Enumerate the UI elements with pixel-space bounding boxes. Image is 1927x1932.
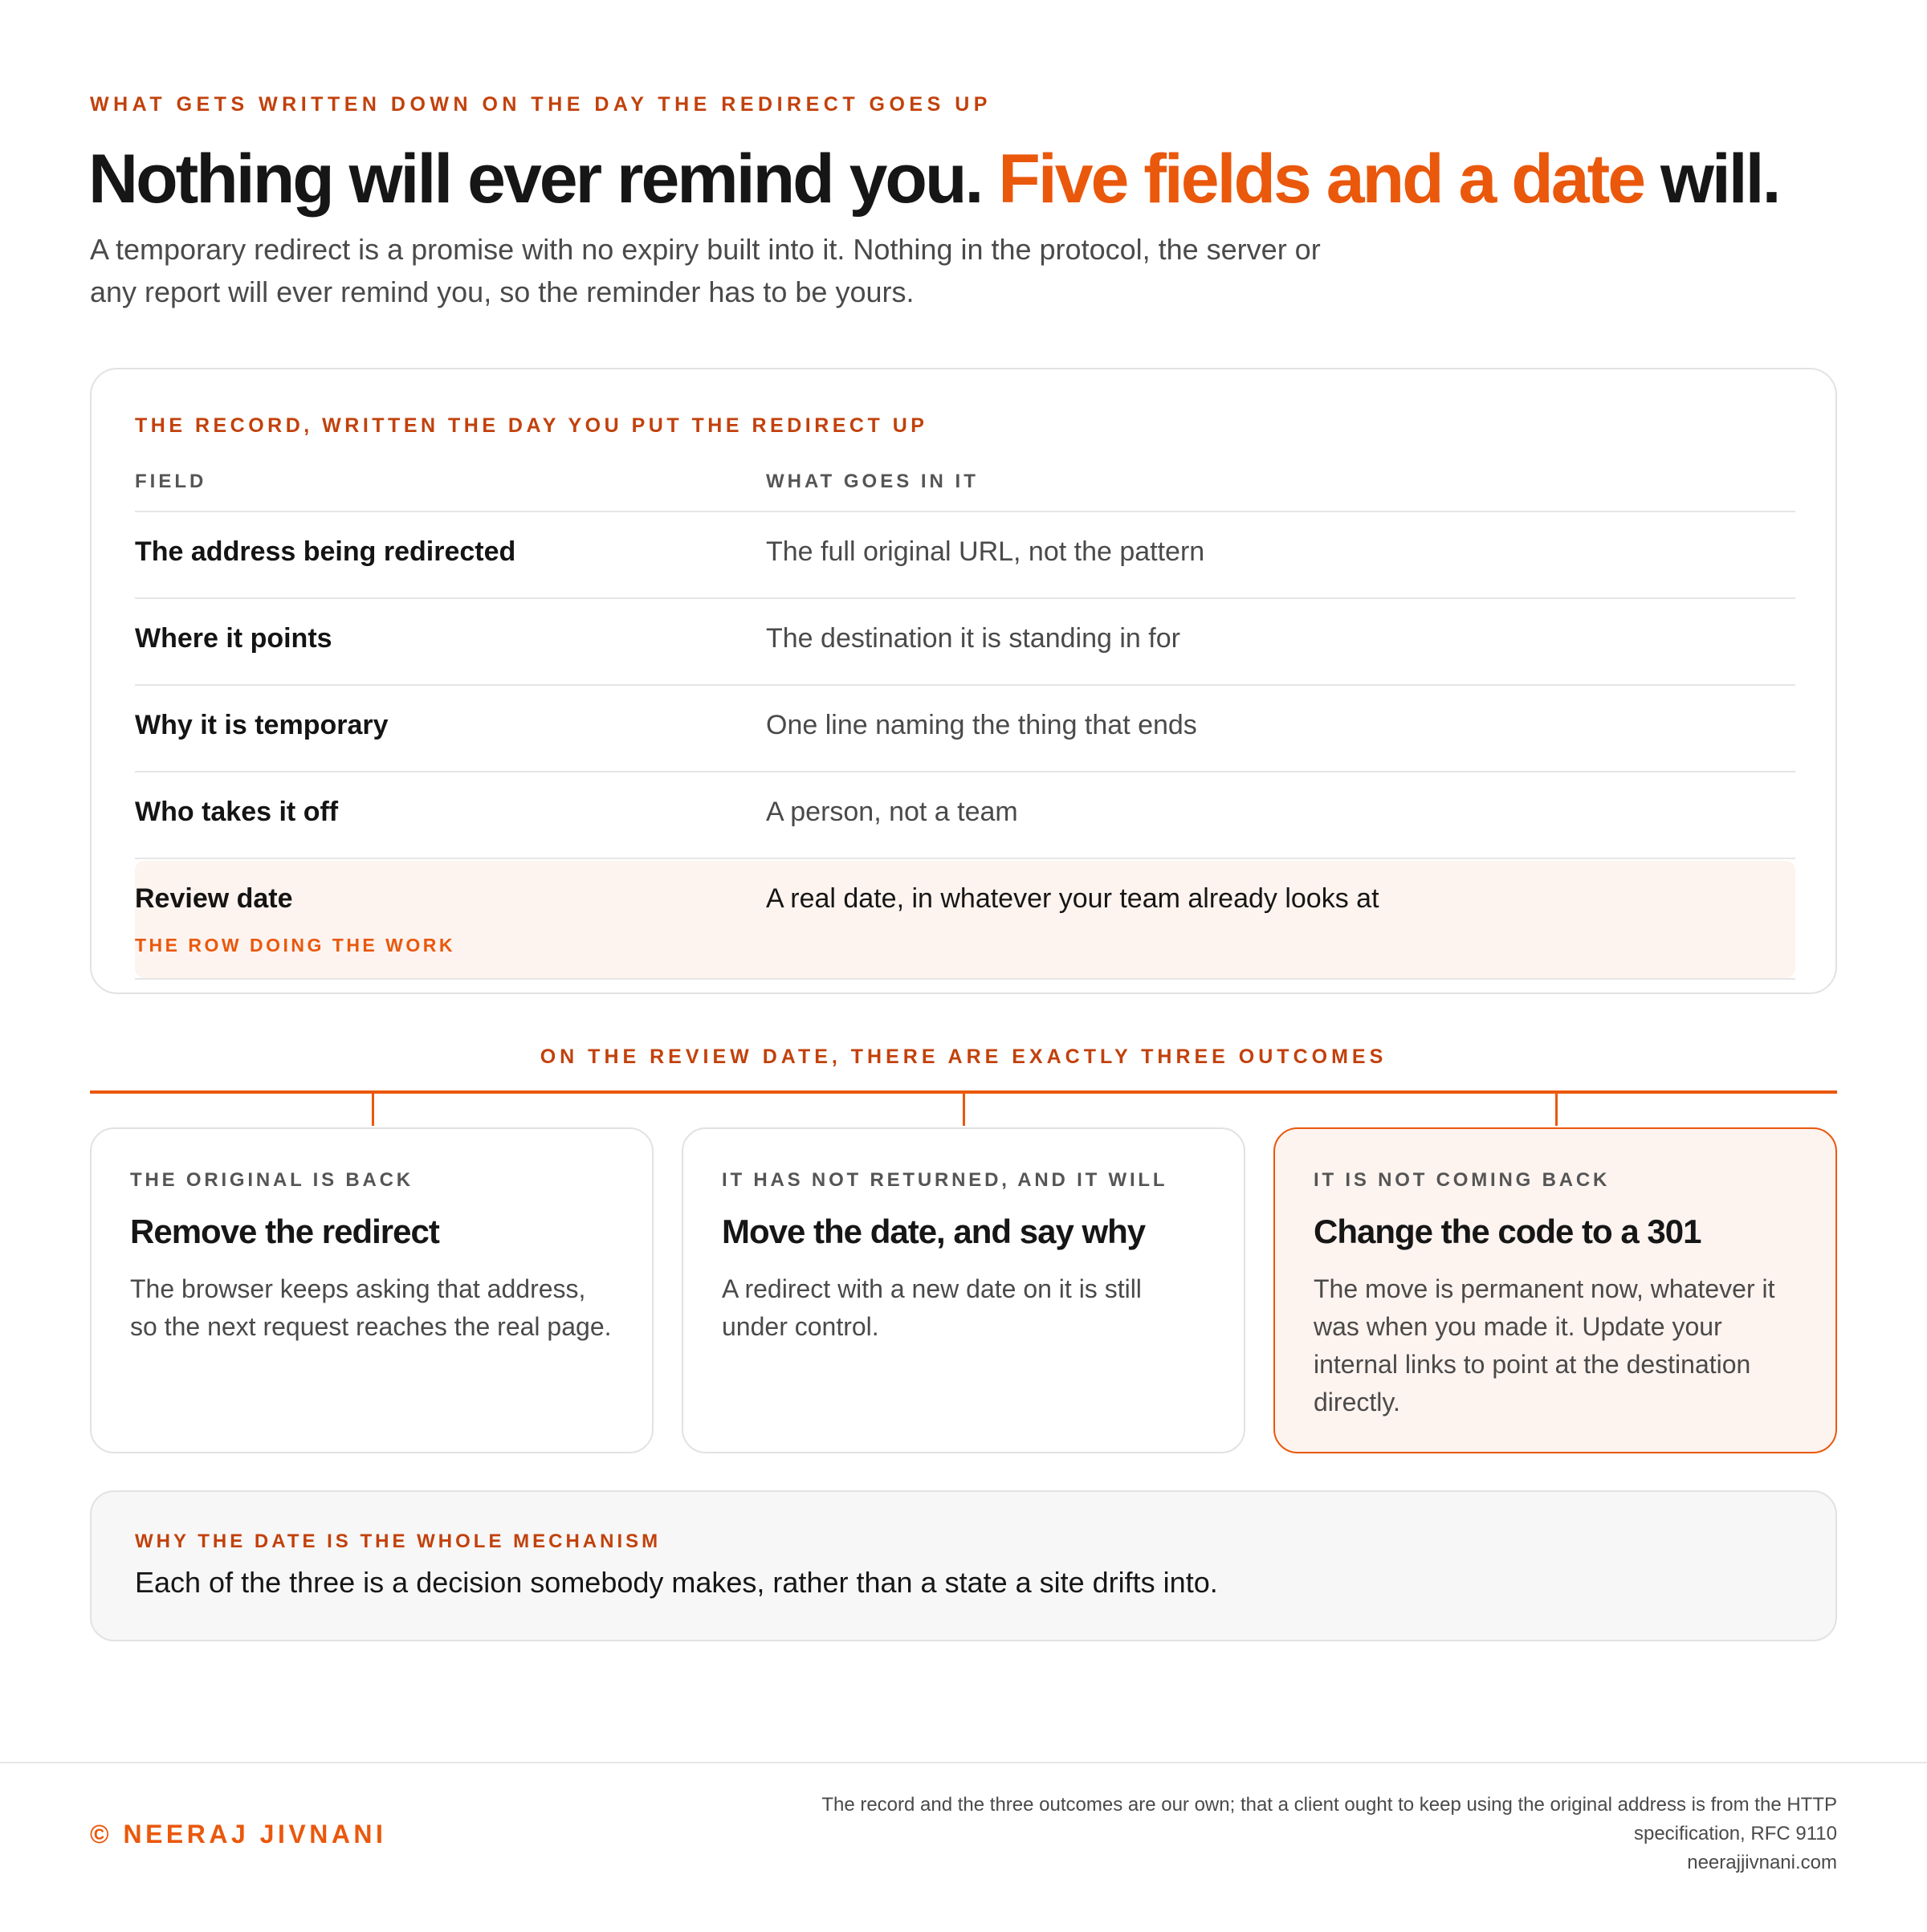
source-text: The record and the three outcomes are our own; that a client ought to keep using the original address is from the HTTP specification, RFC 9110 bbox=[821, 1794, 1837, 1844]
table-row bbox=[135, 511, 1795, 597]
row-note: THE ROW DOING THE WORK bbox=[135, 935, 455, 956]
headline-tail: will. bbox=[1644, 141, 1779, 218]
why-body: Each of the three is a decision somebody makes, rather than a state a site drifts into. bbox=[135, 1566, 1218, 1599]
row-value: The destination it is standing in for bbox=[766, 623, 1180, 654]
outcome-label: THE ORIGINAL IS BACK bbox=[130, 1169, 414, 1191]
table-row-highlighted bbox=[135, 858, 1795, 980]
intro-paragraph: A temporary redirect is a promise with no expiry built into it. Nothing in the protocol, the server or any report will ever remind you, so the reminder has to be yours. bbox=[90, 233, 1321, 308]
site-url: neerajjivnani.com bbox=[1687, 1852, 1837, 1873]
source-note bbox=[713, 1791, 1837, 1877]
table-row bbox=[135, 597, 1795, 684]
outcome-title: Remove the redirect bbox=[130, 1213, 439, 1250]
table-row bbox=[135, 684, 1795, 771]
outcomes-label: ON THE REVIEW DATE, THERE ARE EXACTLY THREE OUTCOMES bbox=[540, 1045, 1387, 1068]
headline-accent: Five fields and a date bbox=[998, 141, 1644, 218]
outcome-card bbox=[682, 1127, 1245, 1453]
why-label: WHY THE DATE IS THE WHOLE MECHANISM bbox=[135, 1531, 662, 1552]
column-header-value: WHAT GOES IN IT bbox=[766, 471, 979, 492]
headline-lead: Nothing will ever remind you. bbox=[88, 141, 999, 218]
headline bbox=[88, 135, 1778, 223]
outcome-title: Move the date, and say why bbox=[722, 1213, 1146, 1250]
eyebrow: WHAT GETS WRITTEN DOWN ON THE DAY THE REDIRECT GOES UP bbox=[90, 93, 992, 116]
why-card bbox=[90, 1490, 1837, 1641]
record-card bbox=[90, 368, 1837, 994]
row-field: Why it is temporary bbox=[135, 710, 389, 740]
row-field: Who takes it off bbox=[135, 797, 339, 827]
record-table bbox=[135, 511, 1795, 980]
row-value: A person, not a team bbox=[766, 797, 1018, 827]
row-value: The full original URL, not the pattern bbox=[766, 536, 1205, 567]
outcome-body: The browser keeps asking that address, so the next request reaches the real page. bbox=[130, 1274, 612, 1341]
column-header-field: FIELD bbox=[135, 471, 207, 492]
row-value: A real date, in whatever your team already looks at bbox=[766, 883, 1379, 914]
row-highlight-background bbox=[135, 861, 1795, 978]
row-field: The address being redirected bbox=[135, 536, 516, 567]
row-field: Review date bbox=[135, 883, 293, 914]
outcome-connector bbox=[372, 1094, 374, 1126]
table-row bbox=[135, 771, 1795, 858]
outcome-connector bbox=[963, 1094, 965, 1126]
record-label: THE RECORD, WRITTEN THE DAY YOU PUT THE REDIRECT UP bbox=[135, 414, 928, 437]
outcome-body: The move is permanent now, whatever it was when you made it. Update your internal links to point at the destination directly. bbox=[1314, 1274, 1775, 1416]
outcome-body: A redirect with a new date on it is still under control. bbox=[722, 1274, 1142, 1341]
row-value: One line naming the thing that ends bbox=[766, 710, 1197, 740]
outcome-title: Change the code to a 301 bbox=[1314, 1213, 1701, 1250]
outcome-card bbox=[90, 1127, 654, 1453]
outcome-connector bbox=[1555, 1094, 1558, 1126]
outcome-card-featured bbox=[1273, 1127, 1837, 1453]
outcome-label: IT IS NOT COMING BACK bbox=[1314, 1169, 1611, 1191]
footer-divider bbox=[0, 1762, 1927, 1763]
outcome-label: IT HAS NOT RETURNED, AND IT WILL bbox=[722, 1169, 1168, 1191]
brand-credit: © NEERAJ JIVNANI bbox=[90, 1820, 387, 1848]
row-field: Where it points bbox=[135, 623, 332, 654]
